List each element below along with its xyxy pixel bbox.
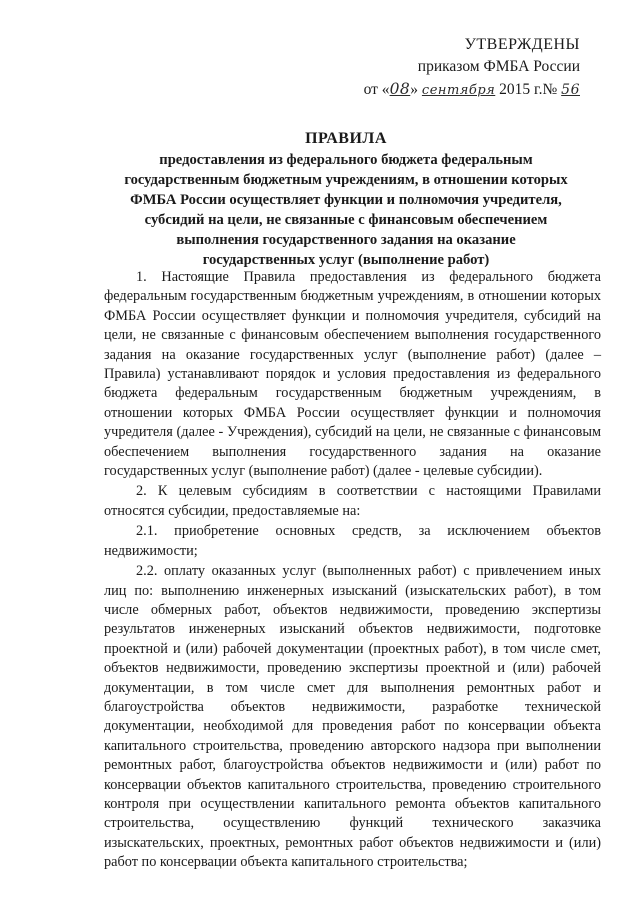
subtitle-line: ФМБА России осуществляет функции и полномочия учредителя, — [130, 192, 562, 208]
subtitle-line: выполнения государственного задания на оказание — [176, 232, 516, 248]
date-prefix: от « — [363, 81, 390, 98]
document-body — [104, 268, 601, 873]
year-text: 2015 г.№ — [495, 81, 562, 98]
paragraph-2: 2. К целевым субсидиям в соответствии с настоящими Правилами относятся субсидии, предоставляемые на: — [104, 483, 601, 519]
approval-date-line — [350, 78, 580, 102]
handwritten-month: сентября — [421, 83, 496, 98]
approval-stamp — [350, 34, 580, 102]
subtitle-line: субсидий на цели, не связанные с финансовым обеспечением — [144, 212, 548, 228]
date-mid: » — [410, 81, 422, 98]
handwritten-day: 08 — [389, 80, 411, 98]
subtitle-line: предоставления из федерального бюджета федеральным — [159, 152, 533, 168]
handwritten-order-number: 56 — [561, 82, 580, 98]
title-block — [76, 128, 616, 270]
approval-order: приказом ФМБА России — [417, 58, 580, 75]
paragraph-2-2: 2.2. оплату оказанных услуг (выполненных работ) с привлечением иных лиц по: выполнению инженерных изысканий (изыскательских работ), в том числе обмерных работ, объектов недвижимости, проведению экспертизы результатов инженерных изысканий объектов недвижимости, подготовке проектной и (или) рабочей документации (проектных работ), в том числе смет, объектов недвижимости, проведению экспертизы проектной и (или) рабочей документации, в том числе смет для выполнения ремонтных работ и благоустройства объектов недвижимости, разработке технической документации, необходимой для проведения работ по консервации объекта капитального строительства, проведению авторского надзора при выполнении ремонтных работ, благоустройства объектов недвижимости и (или) работ по консервации объектов капитального строительства, проведению строительного контроля при осуществлении капитального ремонта объектов капитального строительства, осуществлению функций технического заказчика изыскательских, проектных, ремонтных работ объектов недвижимости и (или) работ по консервации объекта капитального строительства; — [104, 563, 601, 871]
subtitle-line: государственных услуг (выполнение работ) — [202, 252, 490, 268]
paragraph-1: 1. Настоящие Правила предоставления из федерального бюджета федеральным государственным бюджетным учреждениям, в отношении которых ФМБА России осуществляет функции и полномочия учредителя, субсидий на цели, не связанные с финансовым обеспечением выполнения государственного задания на оказание государственных услуг (выполнение работ) (далее – Правила) устанавливают порядок и условия предоставления из федерального бюджета федеральным государственным бюджетным учреждениям, в отношении которых ФМБА России осуществляет функции и полномочия учредителя (далее - Учреждения), субсидий на цели, не связанные с финансовым обеспечением выполнения государственного задания на оказание государственных услуг (выполнение работ) (далее - целевые субсидии). — [104, 269, 601, 480]
paragraph-2-1: 2.1. приобретение основных средств, за исключением объектов недвижимости; — [104, 523, 601, 559]
subtitle-line: государственным бюджетным учреждениям, в отношении которых — [124, 172, 568, 188]
approval-title: УТВЕРЖДЕНЫ — [464, 36, 580, 53]
document-title: ПРАВИЛА — [305, 130, 387, 147]
